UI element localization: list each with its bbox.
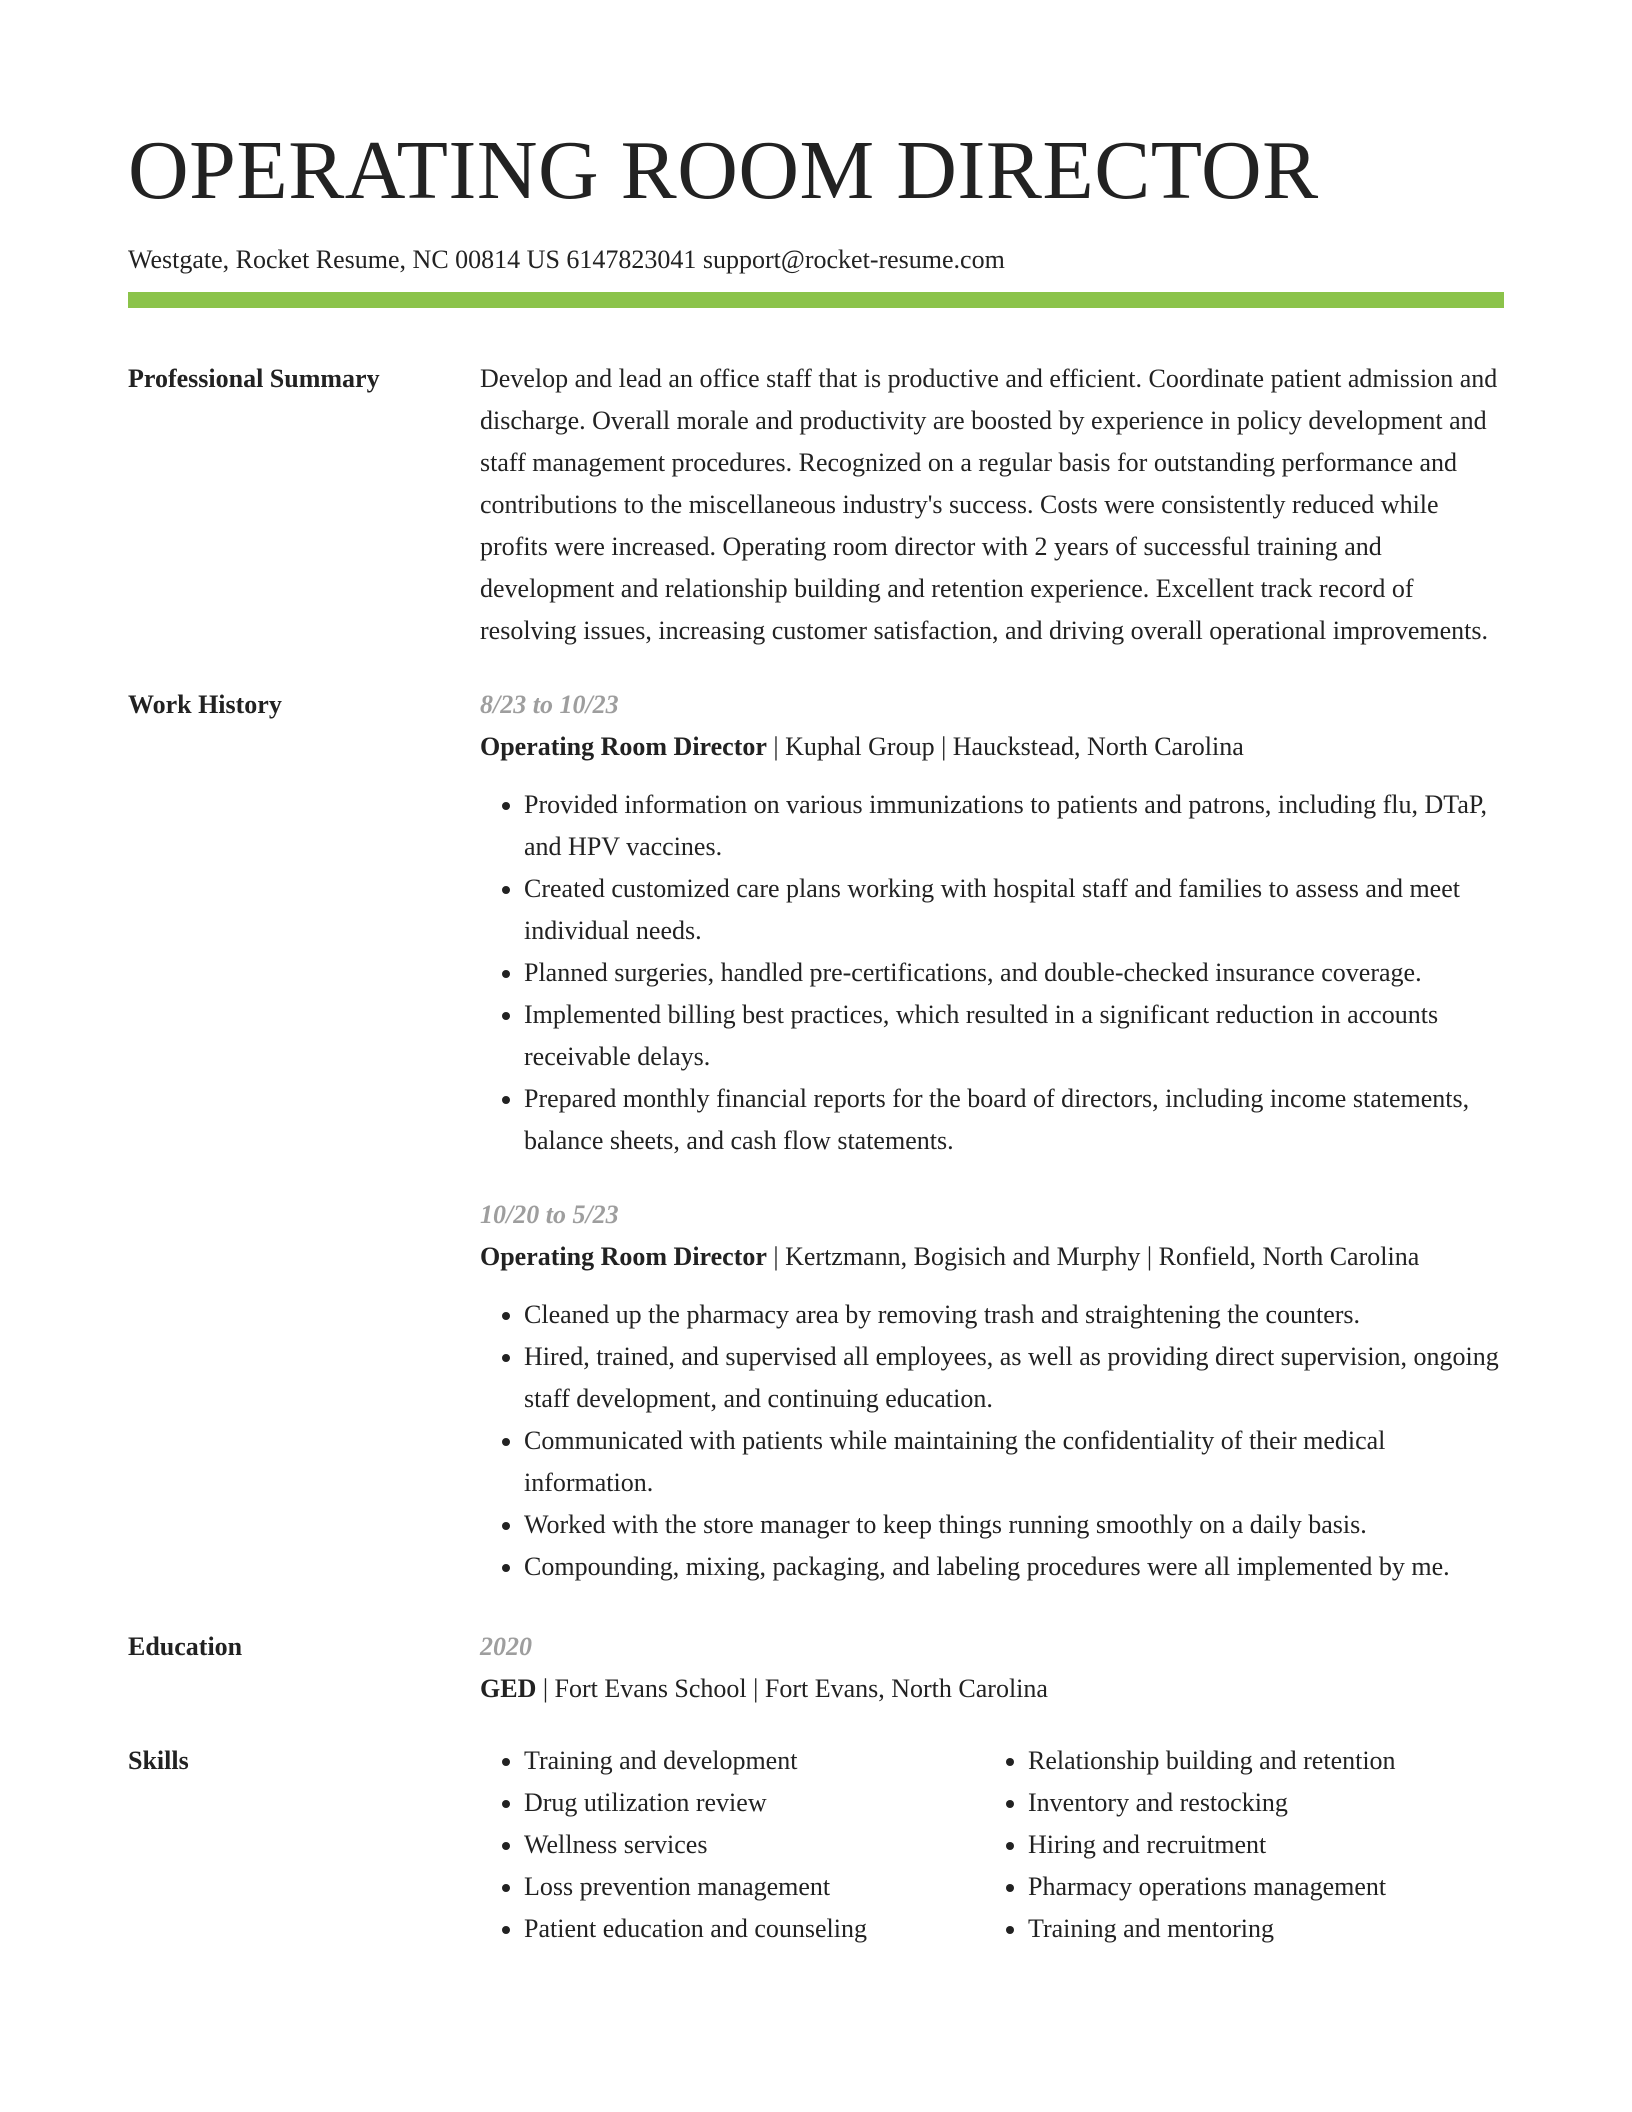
job-employer-location: | Kuphal Group | Hauckstead, North Carolina [766, 732, 1244, 761]
skill-item: • Patient education and counseling [524, 1908, 984, 1950]
skills-body [480, 1740, 1504, 1950]
education-degree: GED [480, 1674, 537, 1703]
skill-item: • Inventory and restocking [1028, 1782, 1488, 1824]
summary-text: Develop and lead an office staff that is productive and efficient. Coordinate patient admission and discharge. Overall morale and productivity are boosted by experience in policy development and staff management procedures. Recognized on a regular basis for outstanding performance and contributions to the miscellaneous industry's success. Costs were consistently reduced while profits were increased. Operating room director with 2 years of successful training and development and relationship building and retention experience. Excellent track record of resolving issues, increasing customer satisfaction, and driving overall operational improvements. [480, 364, 1498, 645]
contact-line: Westgate, Rocket Resume, NC 00814 US 6147823041 support@rocket-resume.com [128, 245, 1005, 274]
job-bullet-list [480, 1294, 1504, 1588]
job-title: Operating Room Director [480, 732, 767, 761]
job-bullet: • Created customized care plans working with hospital staff and families to assess and meet individual needs. [524, 868, 1504, 952]
skill-item: • Wellness services [524, 1824, 984, 1866]
skill-item: • Pharmacy operations management [1028, 1866, 1488, 1908]
job-title: Operating Room Director [480, 1242, 767, 1271]
skills-section [128, 1740, 1504, 1950]
education-school-location: | Fort Evans School | Fort Evans, North Carolina [536, 1674, 1048, 1703]
summary-section [128, 358, 1504, 652]
resume-title: OPERATING ROOM DIRECTOR [128, 124, 1319, 217]
job-heading [480, 726, 1504, 768]
education-body [480, 1626, 1504, 1710]
skills-list-left [480, 1740, 984, 1950]
skills-columns [480, 1740, 1504, 1950]
job-bullet: • Communicated with patients while maintaining the confidentiality of their medical information. [524, 1420, 1504, 1504]
skill-item: • Drug utilization review [524, 1782, 984, 1824]
skill-item: • Training and development [524, 1740, 984, 1782]
education-section [128, 1626, 1504, 1710]
job-bullet: • Cleaned up the pharmacy area by removing trash and straightening the counters. [524, 1294, 1504, 1336]
job-dates: 8/23 to 10/23 [480, 690, 619, 719]
job-bullet-list [480, 784, 1504, 1162]
job-entry [480, 684, 1504, 1162]
job-bullet: • Planned surgeries, handled pre-certifications, and double-checked insurance coverage. [524, 952, 1504, 994]
section-label-education: Education [128, 1632, 243, 1661]
job-bullet: • Worked with the store manager to keep things running smoothly on a daily basis. [524, 1504, 1504, 1546]
work-history-section [128, 684, 1504, 1588]
job-entry [480, 1194, 1504, 1588]
section-label-skills: Skills [128, 1746, 189, 1775]
job-bullet: • Compounding, mixing, packaging, and labeling procedures were all implemented by me. [524, 1546, 1504, 1588]
section-label-summary: Professional Summary [128, 364, 380, 393]
job-bullet: • Prepared monthly financial reports for the board of directors, including income statements, balance sheets, and cash flow statements. [524, 1078, 1504, 1162]
work-history-body [480, 684, 1504, 1588]
education-heading [480, 1668, 1504, 1710]
skill-item: • Hiring and recruitment [1028, 1824, 1488, 1866]
job-bullet: • Hired, trained, and supervised all employees, as well as providing direct supervision, ongoing staff development, and continuing education. [524, 1336, 1504, 1420]
skill-item: • Training and mentoring [1028, 1908, 1488, 1950]
section-label-work-history: Work History [128, 690, 282, 719]
resume-page [128, 0, 1504, 1950]
job-heading [480, 1236, 1504, 1278]
job-bullet: • Provided information on various immunizations to patients and patrons, including flu, DTaP, and HPV vaccines. [524, 784, 1504, 868]
header-divider [128, 292, 1504, 308]
education-year: 2020 [480, 1632, 532, 1661]
job-dates: 10/20 to 5/23 [480, 1200, 619, 1229]
skill-item: • Relationship building and retention [1028, 1740, 1488, 1782]
job-bullet: • Implemented billing best practices, which resulted in a significant reduction in accounts receivable delays. [524, 994, 1504, 1078]
job-employer-location: | Kertzmann, Bogisich and Murphy | Ronfield, North Carolina [766, 1242, 1420, 1271]
skills-list-right [984, 1740, 1488, 1950]
skill-item: • Loss prevention management [524, 1866, 984, 1908]
